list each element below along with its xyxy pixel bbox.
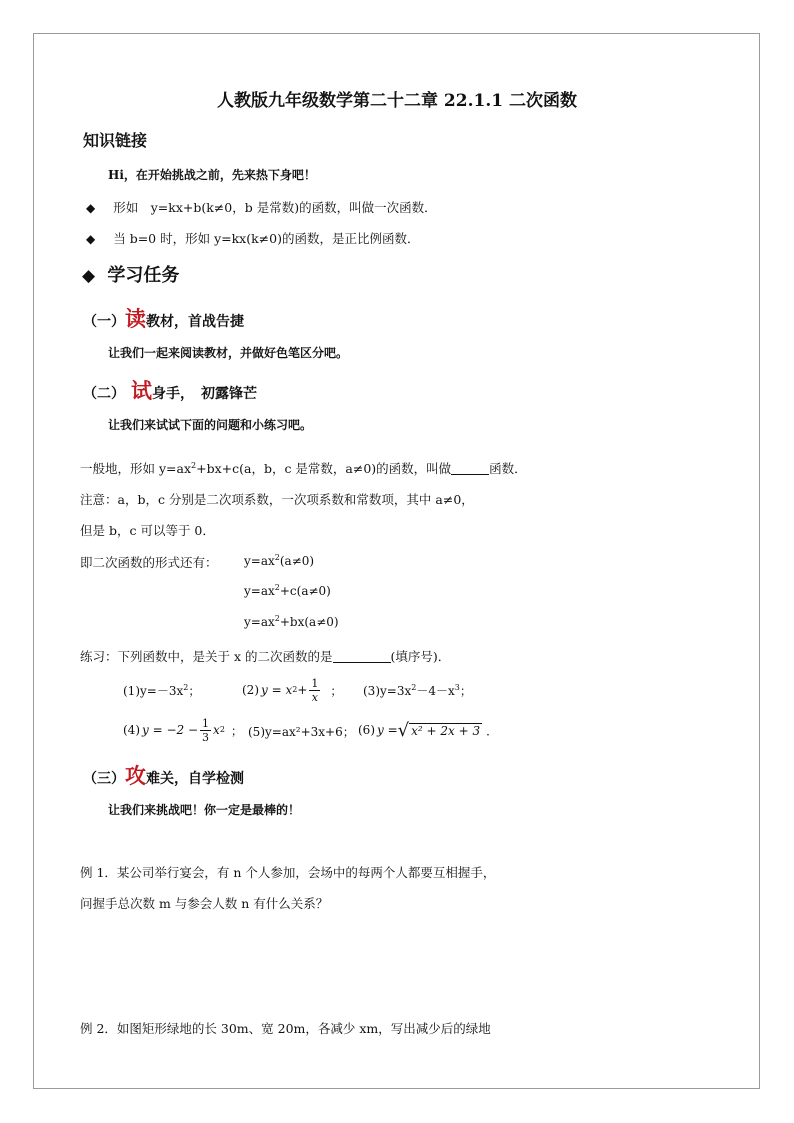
bullet-1: [86, 198, 437, 216]
diamond-icon: ◆: [86, 201, 96, 215]
section-3-big-char: 攻: [125, 763, 146, 788]
form-2: $y=ax^2+c(a\ne 0)$: [244, 583, 331, 598]
exercise-line: [80, 647, 450, 665]
section-2-rest: 身手， 初露锋芒: [152, 386, 257, 402]
section-3-rest: 难关，自学检测: [146, 771, 244, 787]
exercise-item-5: (5)y=ax²+3x+6；: [248, 725, 355, 739]
note-line-1: 注意：a，b，c 分别是二次项系数，一次项系数和常数项，其中 a≠0，: [80, 492, 474, 507]
exercise-blank[interactable]: [333, 650, 391, 663]
learning-tasks-heading: [82, 261, 179, 287]
section-1-prefix: （一）: [83, 314, 125, 330]
exercise-item-4: (4) y = −2 − $\frac{1}{3}$ x 2 ；: [123, 716, 243, 744]
bullet-2-text: 当 b=0 时，形如 y=kx(k≠0)的函数，是正比例函数．: [113, 231, 420, 246]
definition-text-1: 一般地，形如 y=ax: [80, 461, 192, 476]
diamond-icon: ◆: [86, 232, 96, 246]
exercise-item-2: (2) y = x 2 + $\frac{1}{x}$ ；: [242, 676, 343, 704]
example-1-line-1: 例 1．某公司举行宴会，有 n 个人参加，会场中的每两个人都要互相握手，: [80, 865, 496, 880]
section-3-heading: [83, 760, 244, 790]
diamond-icon: ◆: [82, 266, 96, 286]
forms-label: 即二次函数的形式还有：: [80, 555, 218, 570]
knowledge-link-heading: 知识链接: [83, 131, 148, 150]
exercise-item-3: $(3)y=3x^2-4-x^3$；: [363, 683, 472, 698]
example-1-line-2: 问握手总次数 m 与参会人数 n 有什么关系？: [80, 896, 329, 911]
section-2-prefix: （二）: [83, 386, 125, 402]
definition-text-2: +bx+c(a，b，c 是常数，a≠0)的函数，叫做: [196, 461, 452, 476]
exercise-text: 练习：下列函数中，是关于 x 的二次函数的是: [80, 649, 333, 664]
exercise-text-end: (填序号)．: [390, 649, 451, 664]
section-2-heading: [83, 375, 257, 405]
section-3-prefix: （三）: [83, 771, 125, 787]
form-3: $y=ax^2+bx(a\ne 0)$: [244, 614, 339, 629]
form-1: $y=ax^2(a\ne 0)$: [244, 553, 315, 568]
section-1-rest: 教材，首战告捷: [146, 314, 244, 330]
bullet-1-text: 形如 y=kx+b(k≠0，b 是常数)的函数，叫做一次函数．: [113, 200, 437, 215]
section-1-heading: [83, 303, 244, 333]
page-title: 人教版九年级数学第二十二章 22.1.1 二次函数: [217, 91, 577, 111]
definition-line: [80, 459, 527, 477]
bullet-2: [86, 229, 419, 247]
section-1-big-char: 读: [125, 306, 146, 331]
exercise-item-6: (6) y = √ x² + 2x + 3 ．: [358, 719, 499, 741]
fraction: $\frac{1}{3}$: [202, 716, 210, 744]
answer-blank[interactable]: [451, 462, 489, 475]
learning-tasks-label: 学习任务: [107, 265, 180, 286]
definition-text-3: 函数．: [489, 461, 527, 476]
sqrt-icon: √: [397, 719, 410, 741]
note-line-2: 但是 b，c 可以等于 0．: [80, 523, 215, 538]
exercise-item-1: $(1)y=-3x^2$；: [123, 683, 201, 698]
section-1-desc: 让我们一起来阅读教材，并做好色笔区分吧。: [108, 346, 349, 360]
superscript: 2: [191, 460, 197, 470]
greeting-text: Hi，在开始挑战之前，先来热下身吧！: [108, 168, 316, 182]
section-3-desc: 让我们来挑战吧！你一定是最棒的！: [108, 803, 301, 817]
section-2-desc: 让我们来试试下面的问题和小练习吧。: [108, 418, 313, 432]
section-2-big-char: 试: [131, 378, 152, 403]
fraction: $\frac{1}{x}$: [311, 676, 319, 704]
example-2-line: 例 2．如图矩形绿地的长 30m、宽 20m，各减少 xm，写出减少后的绿地: [80, 1021, 491, 1036]
